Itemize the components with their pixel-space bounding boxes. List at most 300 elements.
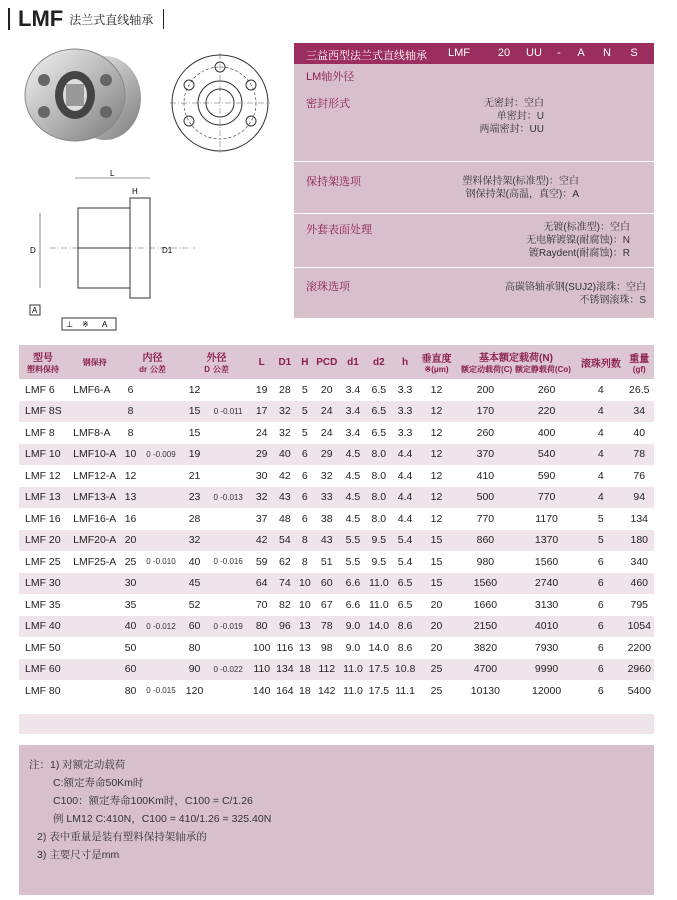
dim-label-D1: D1 [162, 246, 173, 255]
code-part: UU [526, 47, 542, 59]
table-cell-H: 6 [296, 487, 313, 509]
table-cell-H: 6 [296, 444, 313, 466]
table-cell-w: 5400 [627, 684, 651, 697]
table-cell-L: 110 [250, 659, 273, 681]
retainer-options [462, 175, 579, 201]
table-cell-p: 12 [430, 426, 443, 439]
datum-label: A [32, 306, 38, 315]
note-line: C100：额定寿命100Km时，C100 = C/1.26 [53, 795, 253, 807]
table-cell-dr: 50 [124, 641, 137, 654]
table-cell-h: 3.3 [397, 383, 413, 396]
table-cell-H: 8 [301, 555, 308, 568]
col-steel [67, 345, 122, 379]
table-cell-D1: 32 [278, 426, 291, 439]
table-row [19, 444, 654, 466]
table-cell-L: 42 [250, 530, 273, 552]
table-cell-d2: 6.5 [366, 401, 392, 423]
table-cell-c: 200 [476, 383, 495, 396]
col-weight [625, 345, 655, 379]
table-header-row [19, 345, 654, 379]
table-cell-dr: 10 [122, 444, 139, 466]
table-cell-h: 10.8 [392, 659, 418, 681]
col-d1: d1 [340, 345, 365, 379]
table-cell-L: 64 [250, 573, 273, 595]
table-cell-c0: 2740 [516, 573, 577, 595]
table-cell-D: 120 [185, 684, 204, 697]
table-cell-d1: 11.0 [343, 684, 363, 697]
table-cell-Dtol [206, 530, 250, 552]
table-cell-c: 980 [476, 555, 495, 568]
table-cell-m2 [67, 594, 122, 616]
table-cell-d2: 11.0 [366, 573, 392, 595]
spec-table [19, 345, 654, 702]
table-cell-n: 6 [597, 684, 604, 697]
perp-datum: A [102, 320, 108, 329]
ball-options [505, 281, 646, 307]
table-row [19, 573, 654, 595]
surface-options [526, 221, 630, 260]
table-row [19, 680, 654, 702]
note-line: 3) 主要尺寸是mm [37, 849, 120, 861]
table-cell-w: 78 [625, 444, 655, 466]
table-cell-H: 5 [296, 401, 313, 423]
table-cell-d1: 3.4 [345, 383, 361, 396]
table-cell-m2 [67, 401, 122, 423]
table-cell-c0: 3130 [534, 598, 559, 611]
seal-label: 密封形式 [306, 98, 350, 110]
table-cell-D1: 28 [278, 383, 291, 396]
table-cell-D: 15 [188, 426, 201, 439]
table-cell-d1: 3.4 [340, 401, 365, 423]
table-cell-p: 15 [418, 530, 455, 552]
table-cell-D1: 32 [273, 401, 296, 423]
table-cell-D: 45 [183, 573, 206, 595]
table-cell-dtol [139, 487, 183, 509]
table-cell-m1: LMF 30 [19, 573, 67, 595]
table-cell-m2: LMF8-A [73, 426, 111, 439]
table-cell-p: 20 [418, 616, 455, 638]
table-cell-Dtol: 0 -0.016 [213, 557, 243, 567]
table-cell-L: 24 [255, 426, 268, 439]
table-cell-d1: 4.5 [340, 444, 365, 466]
table-cell-n: 6 [577, 616, 624, 638]
table-cell-H: 5 [301, 383, 308, 396]
code-part: LMF [448, 47, 470, 59]
table-cell-m1: LMF 16 [25, 512, 61, 525]
table-cell-H: 18 [296, 659, 313, 681]
table-cell-D1: 48 [278, 512, 291, 525]
table-cell-H: 10 [298, 598, 311, 611]
table-cell-dtol [139, 379, 183, 401]
table-cell-D1: 42 [278, 469, 291, 482]
table-cell-PCD: 29 [313, 444, 340, 466]
table-cell-H: 6 [301, 512, 308, 525]
table-cell-L: 70 [255, 598, 268, 611]
table-cell-Dtol [206, 680, 250, 702]
table-cell-PCD: 33 [313, 487, 340, 509]
table-cell-D1: 43 [273, 487, 296, 509]
order-code-title: 三益西型法兰式直线轴承 [306, 50, 427, 62]
table-cell-w: 34 [625, 401, 655, 423]
dim-label-D: D [30, 246, 36, 255]
dim-label-H: H [132, 187, 138, 196]
table-cell-dtol [139, 422, 183, 444]
table-cell-d1: 4.5 [340, 487, 365, 509]
table-cell-dr: 8 [122, 401, 139, 423]
surface-option: 镀Raydent(耐腐蚀)：R [528, 248, 630, 259]
table-cell-h: 8.6 [392, 616, 418, 638]
table-cell-c: 1560 [455, 573, 516, 595]
table-cell-H: 13 [296, 616, 313, 638]
bearing-photo [20, 40, 150, 150]
table-cell-n: 5 [577, 530, 624, 552]
table-cell-c0: 260 [537, 383, 556, 396]
table-cell-dtol [139, 637, 183, 659]
table-cell-m2: LMF10-A [67, 444, 122, 466]
table-cell-dr: 25 [124, 555, 137, 568]
table-cell-m1: LMF 20 [19, 530, 67, 552]
table-cell-D: 21 [188, 469, 201, 482]
table-cell-Dtol: 0 -0.019 [206, 616, 250, 638]
table-cell-n: 6 [597, 598, 604, 611]
table-cell-D1: 116 [276, 641, 294, 654]
seal-option: 两端密封：UU [479, 124, 544, 135]
table-cell-w: 340 [630, 555, 649, 568]
col-D1: D1 [273, 345, 296, 379]
table-cell-h: 11.1 [395, 684, 415, 697]
col-load-title: 基本额定载荷(N) [479, 353, 553, 364]
table-cell-m2 [67, 637, 122, 659]
col-load-c0: 额定静载荷(Co) [514, 365, 571, 374]
table-cell-w: 180 [625, 530, 655, 552]
table-row [19, 594, 654, 616]
table-cell-p: 20 [430, 598, 443, 611]
table-cell-m1: LMF 50 [25, 641, 61, 654]
table-cell-Dtol: 0 -0.013 [206, 487, 250, 509]
table-cell-p: 25 [430, 684, 443, 697]
table-row [19, 422, 654, 444]
col-H: H [296, 345, 313, 379]
table-cell-PCD: 98 [320, 641, 333, 654]
table-cell-m1: LMF 80 [25, 684, 61, 697]
table-cell-n: 4 [577, 401, 624, 423]
table-cell-w: 2960 [625, 659, 655, 681]
table-cell-PCD: 78 [313, 616, 340, 638]
table-cell-dtol [139, 508, 183, 530]
table-cell-d1: 4.5 [345, 469, 361, 482]
table-cell-D: 52 [188, 598, 201, 611]
table-cell-D1: 164 [276, 684, 294, 697]
table-cell-H: 8 [296, 530, 313, 552]
table-cell-L: 29 [250, 444, 273, 466]
table-cell-Dtol [206, 465, 250, 487]
table-cell-dtol: 0 -0.012 [139, 616, 183, 638]
code-part: S [630, 47, 638, 59]
table-cell-m1: LMF 25 [25, 555, 61, 568]
table-cell-d1: 5.5 [340, 530, 365, 552]
table-cell-dtol [139, 465, 183, 487]
table-cell-p: 20 [430, 641, 443, 654]
table-cell-d1: 6.6 [345, 598, 361, 611]
table-cell-D1: 54 [273, 530, 296, 552]
table-cell-H: 5 [301, 426, 308, 439]
col-perp [418, 345, 455, 379]
table-cell-H: 13 [298, 641, 311, 654]
table-row [19, 530, 654, 552]
spec-table-body [19, 379, 654, 702]
table-cell-c: 1660 [473, 598, 498, 611]
table-cell-w: 26.5 [629, 383, 650, 396]
table-cell-m2: LMF20-A [67, 530, 122, 552]
table-cell-m1: LMF 40 [19, 616, 67, 638]
table-cell-d1: 9.0 [345, 641, 361, 654]
table-cell-L: 17 [250, 401, 273, 423]
table-cell-c: 260 [476, 426, 495, 439]
table-cell-dtol: 0 -0.009 [139, 444, 183, 466]
table-cell-dtol [139, 573, 183, 595]
front-view-drawing [165, 48, 275, 158]
table-cell-c: 3820 [473, 641, 498, 654]
table-cell-D: 80 [188, 641, 201, 654]
table-cell-dr: 8 [127, 426, 134, 439]
table-cell-d2: 8.0 [366, 487, 392, 509]
note-line: 注：1) 对额定动载荷 [29, 759, 126, 771]
col-inner-tol: 公差 [149, 365, 166, 374]
code-part: 20 [497, 47, 511, 59]
table-cell-p: 15 [430, 555, 443, 568]
table-cell-p: 12 [430, 383, 443, 396]
table-cell-d1: 4.5 [345, 512, 361, 525]
col-outer-sym: D [204, 365, 211, 374]
table-cell-H: 6 [301, 469, 308, 482]
table-cell-L: 100 [252, 641, 271, 654]
table-cell-D: 19 [183, 444, 206, 466]
col-weight-title: 重量 [629, 354, 650, 365]
table-cell-p: 12 [418, 401, 455, 423]
col-outer-tol: 公差 [212, 365, 229, 374]
col-load [455, 345, 577, 379]
table-cell-p: 12 [418, 444, 455, 466]
table-cell-d2: 8.0 [371, 512, 387, 525]
table-cell-m1: LMF 13 [19, 487, 67, 509]
table-cell-h: 4.4 [392, 444, 418, 466]
table-cell-dr: 30 [122, 573, 139, 595]
table-cell-p: 12 [430, 469, 443, 482]
table-cell-D: 90 [183, 659, 206, 681]
table-cell-p: 25 [418, 659, 455, 681]
table-cell-m1: LMF 6 [25, 383, 55, 396]
table-cell-n: 6 [597, 641, 604, 654]
table-cell-h: 5.4 [392, 530, 418, 552]
table-cell-c0: 770 [516, 487, 577, 509]
seal-option: 无密封：空白 [484, 98, 544, 109]
table-cell-PCD: 51 [320, 555, 333, 568]
table-cell-dr: 16 [124, 512, 137, 525]
table-cell-c: 500 [455, 487, 516, 509]
side-view-drawing [20, 168, 220, 333]
table-cell-D: 23 [183, 487, 206, 509]
table-cell-n: 4 [597, 426, 604, 439]
table-cell-m2: LMF6-A [73, 383, 111, 396]
table-cell-h: 4.4 [397, 512, 413, 525]
table-cell-D1: 134 [273, 659, 296, 681]
table-cell-PCD: 24 [313, 401, 340, 423]
table-cell-d1: 9.0 [340, 616, 365, 638]
table-cell-w: 2200 [627, 641, 651, 654]
table-cell-h: 8.6 [397, 641, 413, 654]
table-cell-h: 6.5 [397, 598, 413, 611]
table-cell-n: 4 [597, 469, 604, 482]
table-cell-c0: 12000 [531, 684, 562, 697]
note-line: 2) 表中重量是装有塑料保持架轴承的 [37, 831, 207, 843]
col-L: L [250, 345, 273, 379]
col-perp-unit: ※(μm) [424, 365, 449, 374]
col-steel-label: 钢保持 [82, 357, 107, 367]
perp-symbol: ⊥ [66, 320, 73, 329]
table-cell-w: 134 [630, 512, 649, 525]
table-cell-dr: 40 [122, 616, 139, 638]
seal-option: 单密封：U [496, 111, 544, 122]
table-cell-L: 30 [255, 469, 268, 482]
table-cell-d2: 17.5 [368, 684, 390, 697]
table-cell-d2: 17.5 [366, 659, 392, 681]
table-cell-m2 [67, 680, 122, 702]
table-cell-n: 4 [597, 383, 604, 396]
table-cell-d2: 9.5 [371, 555, 387, 568]
table-cell-c0: 4010 [516, 616, 577, 638]
table-cell-D1: 40 [273, 444, 296, 466]
col-plastic-label: 塑料保持 [27, 365, 60, 374]
table-cell-w: 76 [633, 469, 646, 482]
table-filler [19, 714, 654, 734]
table-cell-PCD: 38 [320, 512, 333, 525]
table-cell-d2: 8.0 [366, 444, 392, 466]
col-inner-title: 内径 [142, 353, 163, 364]
table-cell-dr: 60 [122, 659, 139, 681]
table-cell-m1: LMF 8 [25, 426, 55, 439]
table-row [19, 465, 654, 487]
table-cell-dr: 35 [124, 598, 137, 611]
col-outer-title: 外径 [206, 353, 227, 364]
table-cell-D1: 74 [273, 573, 296, 595]
col-plastic [19, 345, 67, 379]
table-cell-w: 1054 [625, 616, 655, 638]
perp-mark: ※ [82, 320, 89, 329]
col-d2: d2 [366, 345, 392, 379]
table-cell-d1: 3.4 [345, 426, 361, 439]
order-code-header [294, 43, 654, 64]
retainer-option: 塑料保持架(标准型)：空白 [462, 176, 579, 187]
table-cell-n: 6 [577, 659, 624, 681]
code-part: A [577, 47, 585, 59]
table-cell-m1: LMF 35 [25, 598, 61, 611]
table-cell-d2: 8.0 [371, 469, 387, 482]
code-part: N [603, 47, 611, 59]
table-cell-d2: 6.5 [371, 426, 387, 439]
table-cell-m2 [67, 573, 122, 595]
surface-label: 外套表面处理 [306, 224, 372, 236]
table-cell-dr: 20 [122, 530, 139, 552]
table-cell-Dtol: 0 -0.022 [206, 659, 250, 681]
dim-label-L: L [110, 169, 115, 178]
page-title [8, 6, 164, 32]
table-cell-c: 410 [476, 469, 495, 482]
order-code-panel [294, 43, 654, 318]
table-cell-H: 10 [296, 573, 313, 595]
table-row [19, 379, 654, 401]
col-h: h [392, 345, 418, 379]
table-cell-n: 4 [577, 444, 624, 466]
table-cell-c: 2150 [455, 616, 516, 638]
table-cell-D: 28 [188, 512, 201, 525]
table-row [19, 637, 654, 659]
table-cell-D: 40 [188, 555, 201, 568]
table-cell-m2: LMF16-A [73, 512, 117, 525]
col-inner [122, 345, 183, 379]
col-PCD: PCD [313, 345, 340, 379]
table-cell-d1: 11.0 [340, 659, 365, 681]
table-cell-h: 3.3 [397, 426, 413, 439]
table-cell-PCD: 67 [320, 598, 333, 611]
table-cell-L: 19 [255, 383, 268, 396]
table-cell-n: 6 [597, 555, 604, 568]
table-cell-PCD: 112 [313, 659, 340, 681]
table-cell-D1: 82 [278, 598, 291, 611]
table-cell-PCD: 60 [313, 573, 340, 595]
table-cell-PCD: 43 [313, 530, 340, 552]
table-row [19, 508, 654, 530]
table-cell-Dtol [206, 379, 250, 401]
note-line: C:额定寿命50Km时 [53, 777, 144, 789]
col-model-title: 型号 [33, 353, 54, 364]
table-cell-n: 6 [577, 573, 624, 595]
table-cell-L: 59 [255, 555, 268, 568]
table-cell-m1: LMF 8S [19, 401, 67, 423]
surface-option: 无镀(标准型)：空白 [543, 222, 630, 233]
col-load-c: 额定动载荷(C) [461, 365, 513, 374]
table-cell-m1: LMF 60 [19, 659, 67, 681]
table-cell-d2: 11.0 [369, 598, 389, 611]
model-subtitle: 法兰式直线轴承 [69, 12, 154, 27]
table-cell-c0: 7930 [534, 641, 559, 654]
table-cell-dr: 13 [122, 487, 139, 509]
table-cell-Dtol [206, 508, 250, 530]
table-cell-Dtol: 0 -0.011 [206, 401, 250, 423]
table-cell-dtol: 0 -0.015 [146, 686, 176, 696]
col-rows: 滚珠列数 [577, 345, 624, 379]
table-cell-D1: 96 [273, 616, 296, 638]
table-cell-dr: 12 [124, 469, 137, 482]
col-perp-title: 垂直度 [421, 354, 452, 365]
retainer-label: 保持架选项 [306, 176, 361, 188]
col-outer [183, 345, 250, 379]
table-cell-c: 860 [455, 530, 516, 552]
table-cell-dtol [139, 401, 183, 423]
table-cell-dtol [139, 659, 183, 681]
table-cell-m2 [67, 616, 122, 638]
seal-options [480, 97, 544, 136]
table-cell-n: 4 [577, 487, 624, 509]
table-cell-c: 770 [476, 512, 495, 525]
table-cell-Dtol [206, 444, 250, 466]
table-cell-PCD: 24 [320, 426, 333, 439]
ball-option: 高碳铬轴承钢(SUJ2)滚珠：空白 [504, 282, 646, 293]
table-cell-Dtol [206, 573, 250, 595]
table-cell-dr: 6 [127, 383, 134, 396]
table-cell-c0: 540 [516, 444, 577, 466]
table-cell-c0: 1560 [534, 555, 559, 568]
table-cell-L: 37 [255, 512, 268, 525]
